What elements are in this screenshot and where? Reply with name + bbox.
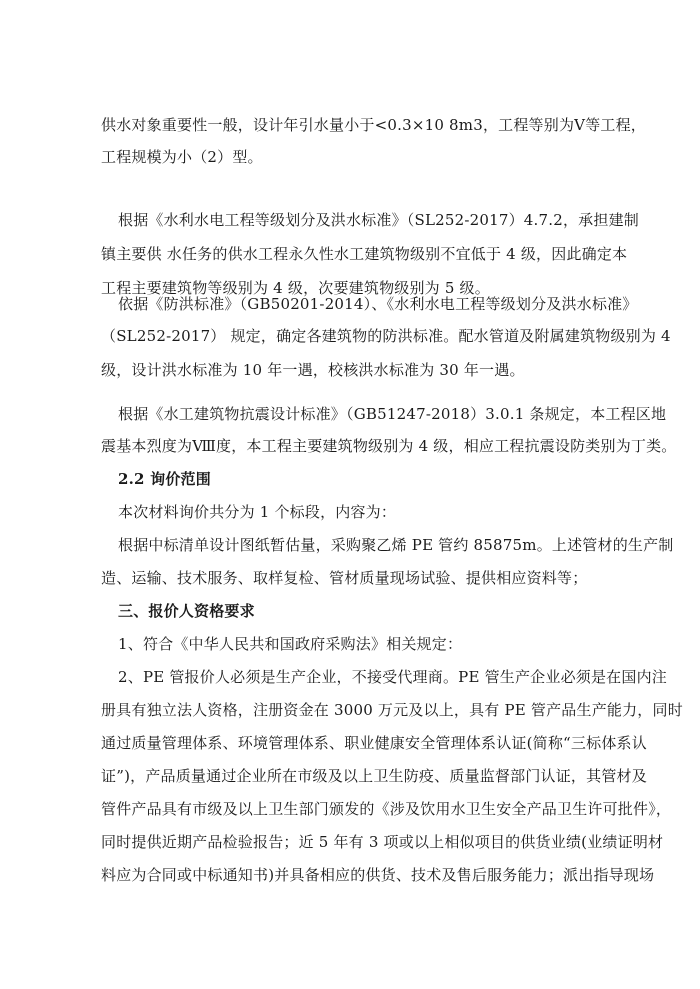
section-2-2-line2: 根据中标清单设计图纸暂估量，采购聚乙烯 PE 管约 85875m。上述管材的生产制 (118, 536, 674, 554)
para2-line1: 根据《水利水电工程等级划分及洪水标准》（SL252-2017）4.7.2，承担建制 (118, 211, 639, 229)
section-3-line5: 证”)，产品质量通过企业所在市级及以上卫生防疫、质量监督部门认证，其管材及 (101, 767, 647, 785)
para3-line3: 级，设计洪水标准为 10 年一遇，校核洪水标准为 30 年一遇。 (101, 361, 525, 379)
para1-line1: 供水对象重要性一般，设计年引水量小于<0.3×10 8m3，工程等别为Ⅴ等工程， (101, 116, 646, 134)
section-3-line2: 2、PE 管报价人必须是生产企业，不接受代理商。PE 管生产企业必须是在国内注 (118, 668, 667, 686)
section-2-2-line3: 造、运输、技术服务、取样复检、管材质量现场试验、提供相应资料等； (101, 569, 588, 587)
section-3-line8: 料应为合同或中标通知书)并具备相应的供货、技术及售后服务能力；派出指导现场 (101, 866, 655, 884)
section-3-line4: 通过质量管理体系、环境管理体系、职业健康安全管理体系认证(简称“三标体系认 (101, 734, 647, 752)
para4-line2: 震基本烈度为Ⅷ度，本工程主要建筑物级别为 4 级，相应工程抗震设防类别为丁类。 (101, 437, 677, 455)
para2-line3: 工程主要建筑物等级别为 4 级，次要建筑物级别为 5 级。 (101, 279, 490, 297)
section-3-line3: 册具有独立法人资格，注册资金在 3000 万元及以上，具有 PE 管产品生产能力，同时 (101, 701, 683, 719)
section-3-line7: 同时提供近期产品检验报告；近 5 年有 3 项或以上相似项目的供货业绩(业绩证明材 (101, 833, 664, 851)
para3-line1: 依据《防洪标准》（GB50201-2014）、《水利水电工程等级划分及洪水标准》 (118, 295, 638, 313)
para4-line1: 根据《水工建筑物抗震设计标准》（GB51247-2018）3.0.1 条规定，本工程区地 (118, 405, 667, 423)
section-3-line6: 管件产品具有市级及以上卫生部门颁发的《涉及饮用水卫生安全产品卫生许可批件》， (101, 800, 672, 818)
section-2-2-heading: 2.2 询价范围 (118, 470, 211, 488)
para3-line2: （SL252-2017） 规定，确定各建筑物的防洪标准。配水管道及附属建筑物级别为 4 (101, 327, 671, 345)
section-3-line1: 1、符合《中华人民共和国政府采购法》相关规定： (118, 635, 463, 653)
para1-line2: 工程规模为小（2）型。 (101, 148, 263, 166)
section-2-2-line1: 本次材料询价共分为 1 个标段，内容为： (118, 503, 397, 521)
section-3-heading: 三、报价人资格要求 (118, 602, 255, 620)
para2-line2: 镇主要供 水任务的供水工程永久性水工建筑物级别不宜低于 4 级，因此确定本 (101, 245, 628, 263)
